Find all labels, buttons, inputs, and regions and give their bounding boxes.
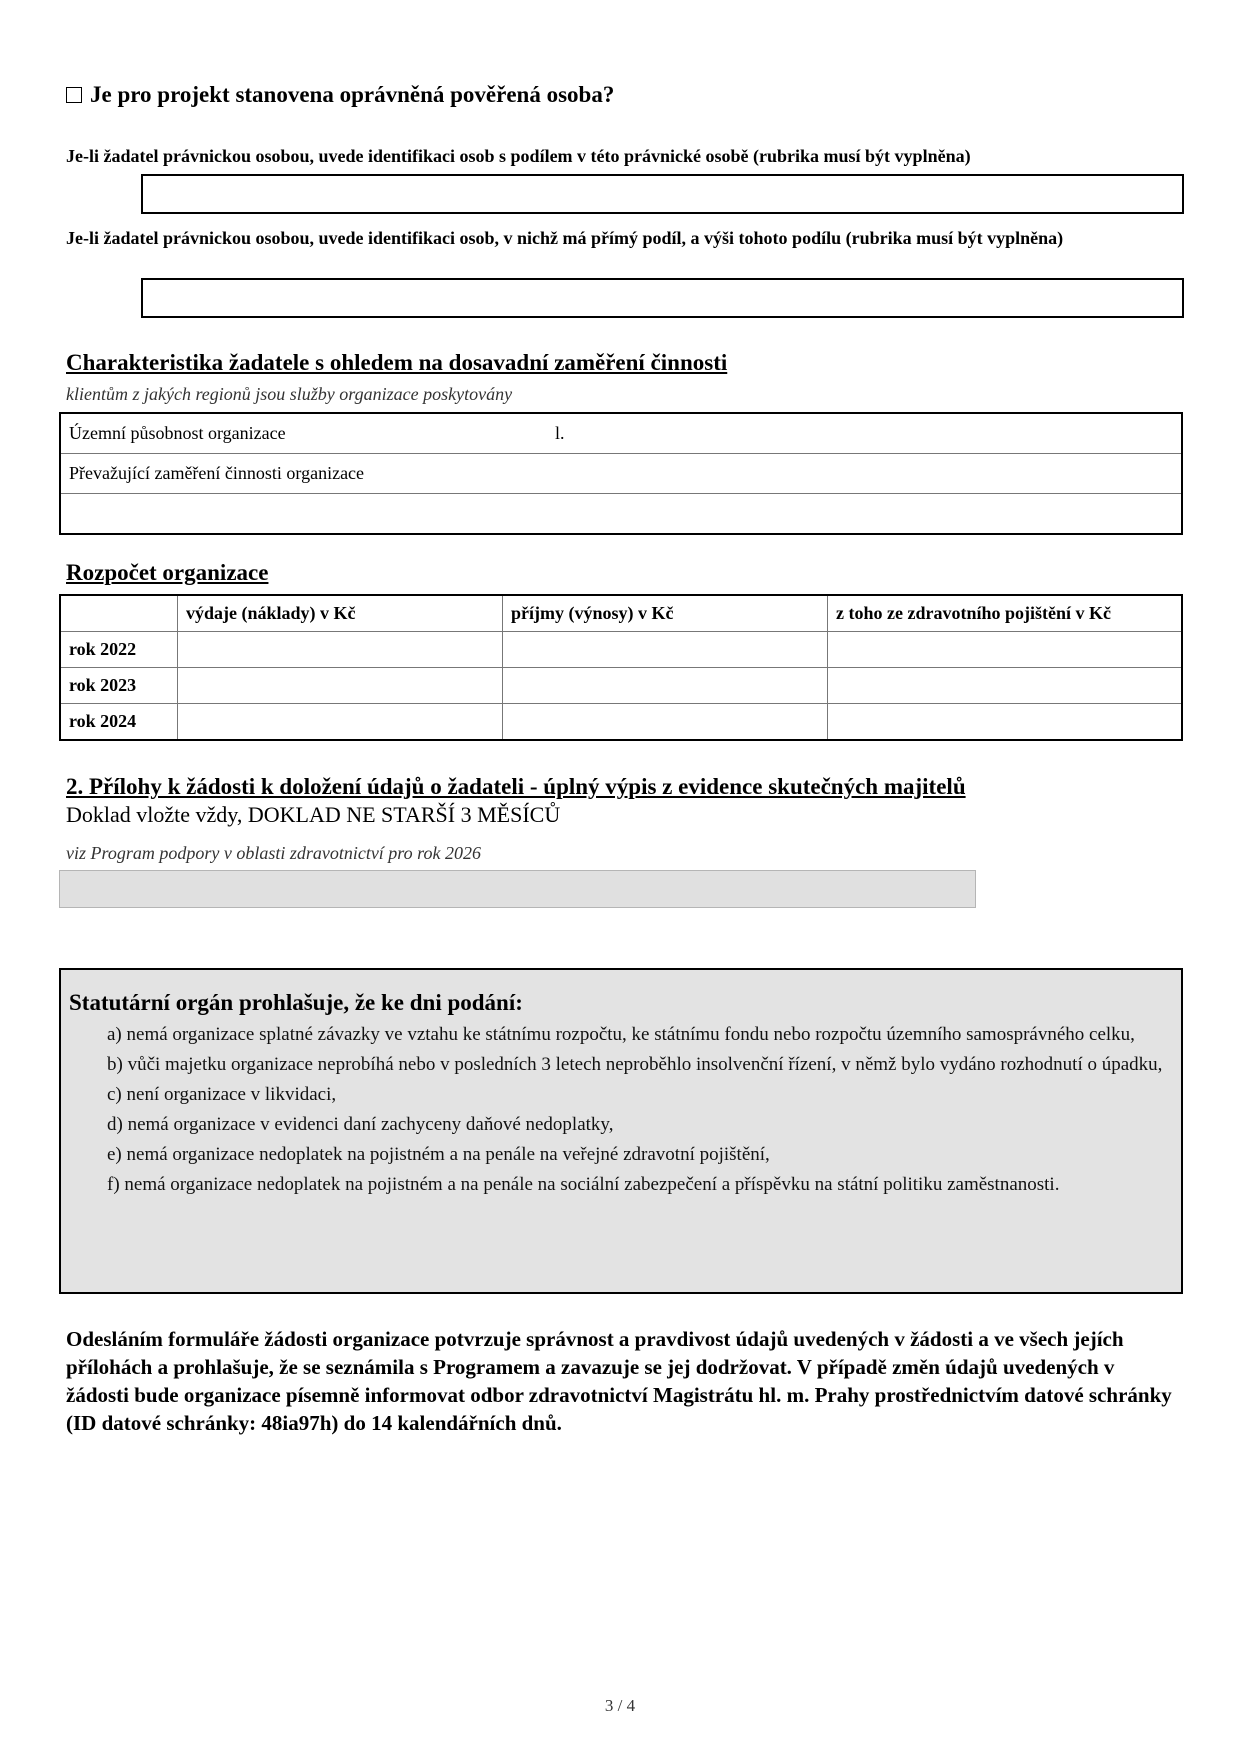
budget-table xyxy=(59,594,1183,741)
table-row xyxy=(60,632,1182,668)
share-holders-label: Je-li žadatel právnickou osobou, uvede identifikaci osob s podílem v této právnické osobě (rubrika musí být vyplněna) xyxy=(66,146,971,166)
attachment-upload-field[interactable] xyxy=(59,870,976,908)
budget-insurance-cell[interactable] xyxy=(828,632,1183,668)
attachments-heading: 2. Přílohy k žádosti k doložení údajů o žadateli - úplný výpis z evidence skutečných majitelů xyxy=(66,774,966,799)
share-holders-field[interactable] xyxy=(141,174,1184,214)
budget-income-cell[interactable] xyxy=(503,632,828,668)
budget-expenses-cell[interactable] xyxy=(178,704,503,741)
page-number: 3 / 4 xyxy=(604,1696,636,1715)
list-item: a) nemá organizace splatné závazky ve vztahu ke státnímu rozpočtu, ke státnímu fondu nebo rozpočtu územního samosprávného celku, xyxy=(107,1024,1135,1045)
budget-year: rok 2024 xyxy=(60,704,178,741)
declaration-title: Statutární orgán prohlašuje, že ke dni podání: xyxy=(69,990,523,1015)
budget-col-income: příjmy (výnosy) v Kč xyxy=(503,595,828,632)
list-item: e) nemá organizace nedoplatek na pojistném a na penále na veřejné zdravotní pojištění, xyxy=(107,1144,770,1165)
budget-insurance-cell[interactable] xyxy=(828,704,1183,741)
table-row xyxy=(60,454,1182,494)
table-row xyxy=(60,494,1182,535)
table-row xyxy=(60,704,1182,741)
direct-shares-field[interactable] xyxy=(141,278,1184,318)
list-item: b) vůči majetku organizace neprobíhá nebo v posledních 3 letech neproběhlo insolvenční řízení, v němž bylo vydáno rozhodnutí o úpadku, xyxy=(107,1054,1163,1075)
authorized-person-label: Je pro projekt stanovena oprávněná pověřená osoba? xyxy=(90,82,615,107)
declaration-list xyxy=(107,1024,1173,1204)
attachments-note: Doklad vložte vždy, DOKLAD NE STARŠÍ 3 MĚSÍCŮ xyxy=(66,802,561,827)
list-item: d) nemá organizace v evidenci daní zachyceny daňové nedoplatky, xyxy=(107,1114,614,1135)
characteristics-heading: Charakteristika žadatele s ohledem na dosavadní zaměření činnosti xyxy=(66,350,728,375)
table-row xyxy=(60,668,1182,704)
budget-expenses-cell[interactable] xyxy=(178,632,503,668)
budget-year: rok 2022 xyxy=(60,632,178,668)
declaration-box xyxy=(59,968,1183,1294)
budget-insurance-cell[interactable] xyxy=(828,668,1183,704)
territorial-scope-label: Územní působnost organizace xyxy=(69,423,286,443)
characteristics-table xyxy=(59,412,1183,535)
main-focus-label: Převažující zaměření činnosti organizace xyxy=(60,454,547,494)
extra-row-value[interactable] xyxy=(547,494,1182,535)
budget-expenses-cell[interactable] xyxy=(178,668,503,704)
table-row xyxy=(60,413,1182,454)
authorized-person-question xyxy=(66,82,614,108)
territorial-scope-value[interactable]: l. xyxy=(555,423,565,443)
characteristics-subtitle: klientům z jakých regionů jsou služby organizace poskytovány xyxy=(66,384,513,404)
budget-income-cell[interactable] xyxy=(503,704,828,741)
budget-col-expenses: výdaje (náklady) v Kč xyxy=(178,595,503,632)
budget-col-insurance: z toho ze zdravotního pojištění v Kč xyxy=(828,595,1183,632)
direct-shares-label: Je-li žadatel právnickou osobou, uvede identifikaci osob, v nichž má přímý podíl, a výši tohoto podílu (rubrika musí být vyplněna) xyxy=(66,228,1064,248)
main-focus-value[interactable] xyxy=(547,454,1182,494)
budget-heading: Rozpočet organizace xyxy=(66,560,269,585)
final-statement: Odesláním formuláře žádosti organizace potvrzuje správnost a pravdivost údajů uvedených v žádosti a ve všech jejích přílohách a prohlašuje, že se seznámila s Programem a zavazuje se jej dodržovat. V případě změn údajů uvedených v žádosti bude organizace písemně informovat odbor zdravotnictví Magistrátu hl. m. Prahy prostřednictvím datové schránky (ID datové schránky: 48ia97h) do 14 kalendářních dnů. xyxy=(66,1327,1172,1435)
table-header-row xyxy=(60,595,1182,632)
list-item: f) nemá organizace nedoplatek na pojistném a na penále na sociální zabezpečení a příspěvku na státní politiku zaměstnanosti. xyxy=(107,1174,1060,1195)
budget-year: rok 2023 xyxy=(60,668,178,704)
authorized-person-checkbox[interactable] xyxy=(66,87,82,103)
attachments-reference: viz Program podpory v oblasti zdravotnictví pro rok 2026 xyxy=(66,843,481,863)
list-item: c) není organizace v likvidaci, xyxy=(107,1084,337,1105)
extra-row-label xyxy=(60,494,547,535)
budget-col-empty xyxy=(60,595,178,632)
budget-income-cell[interactable] xyxy=(503,668,828,704)
